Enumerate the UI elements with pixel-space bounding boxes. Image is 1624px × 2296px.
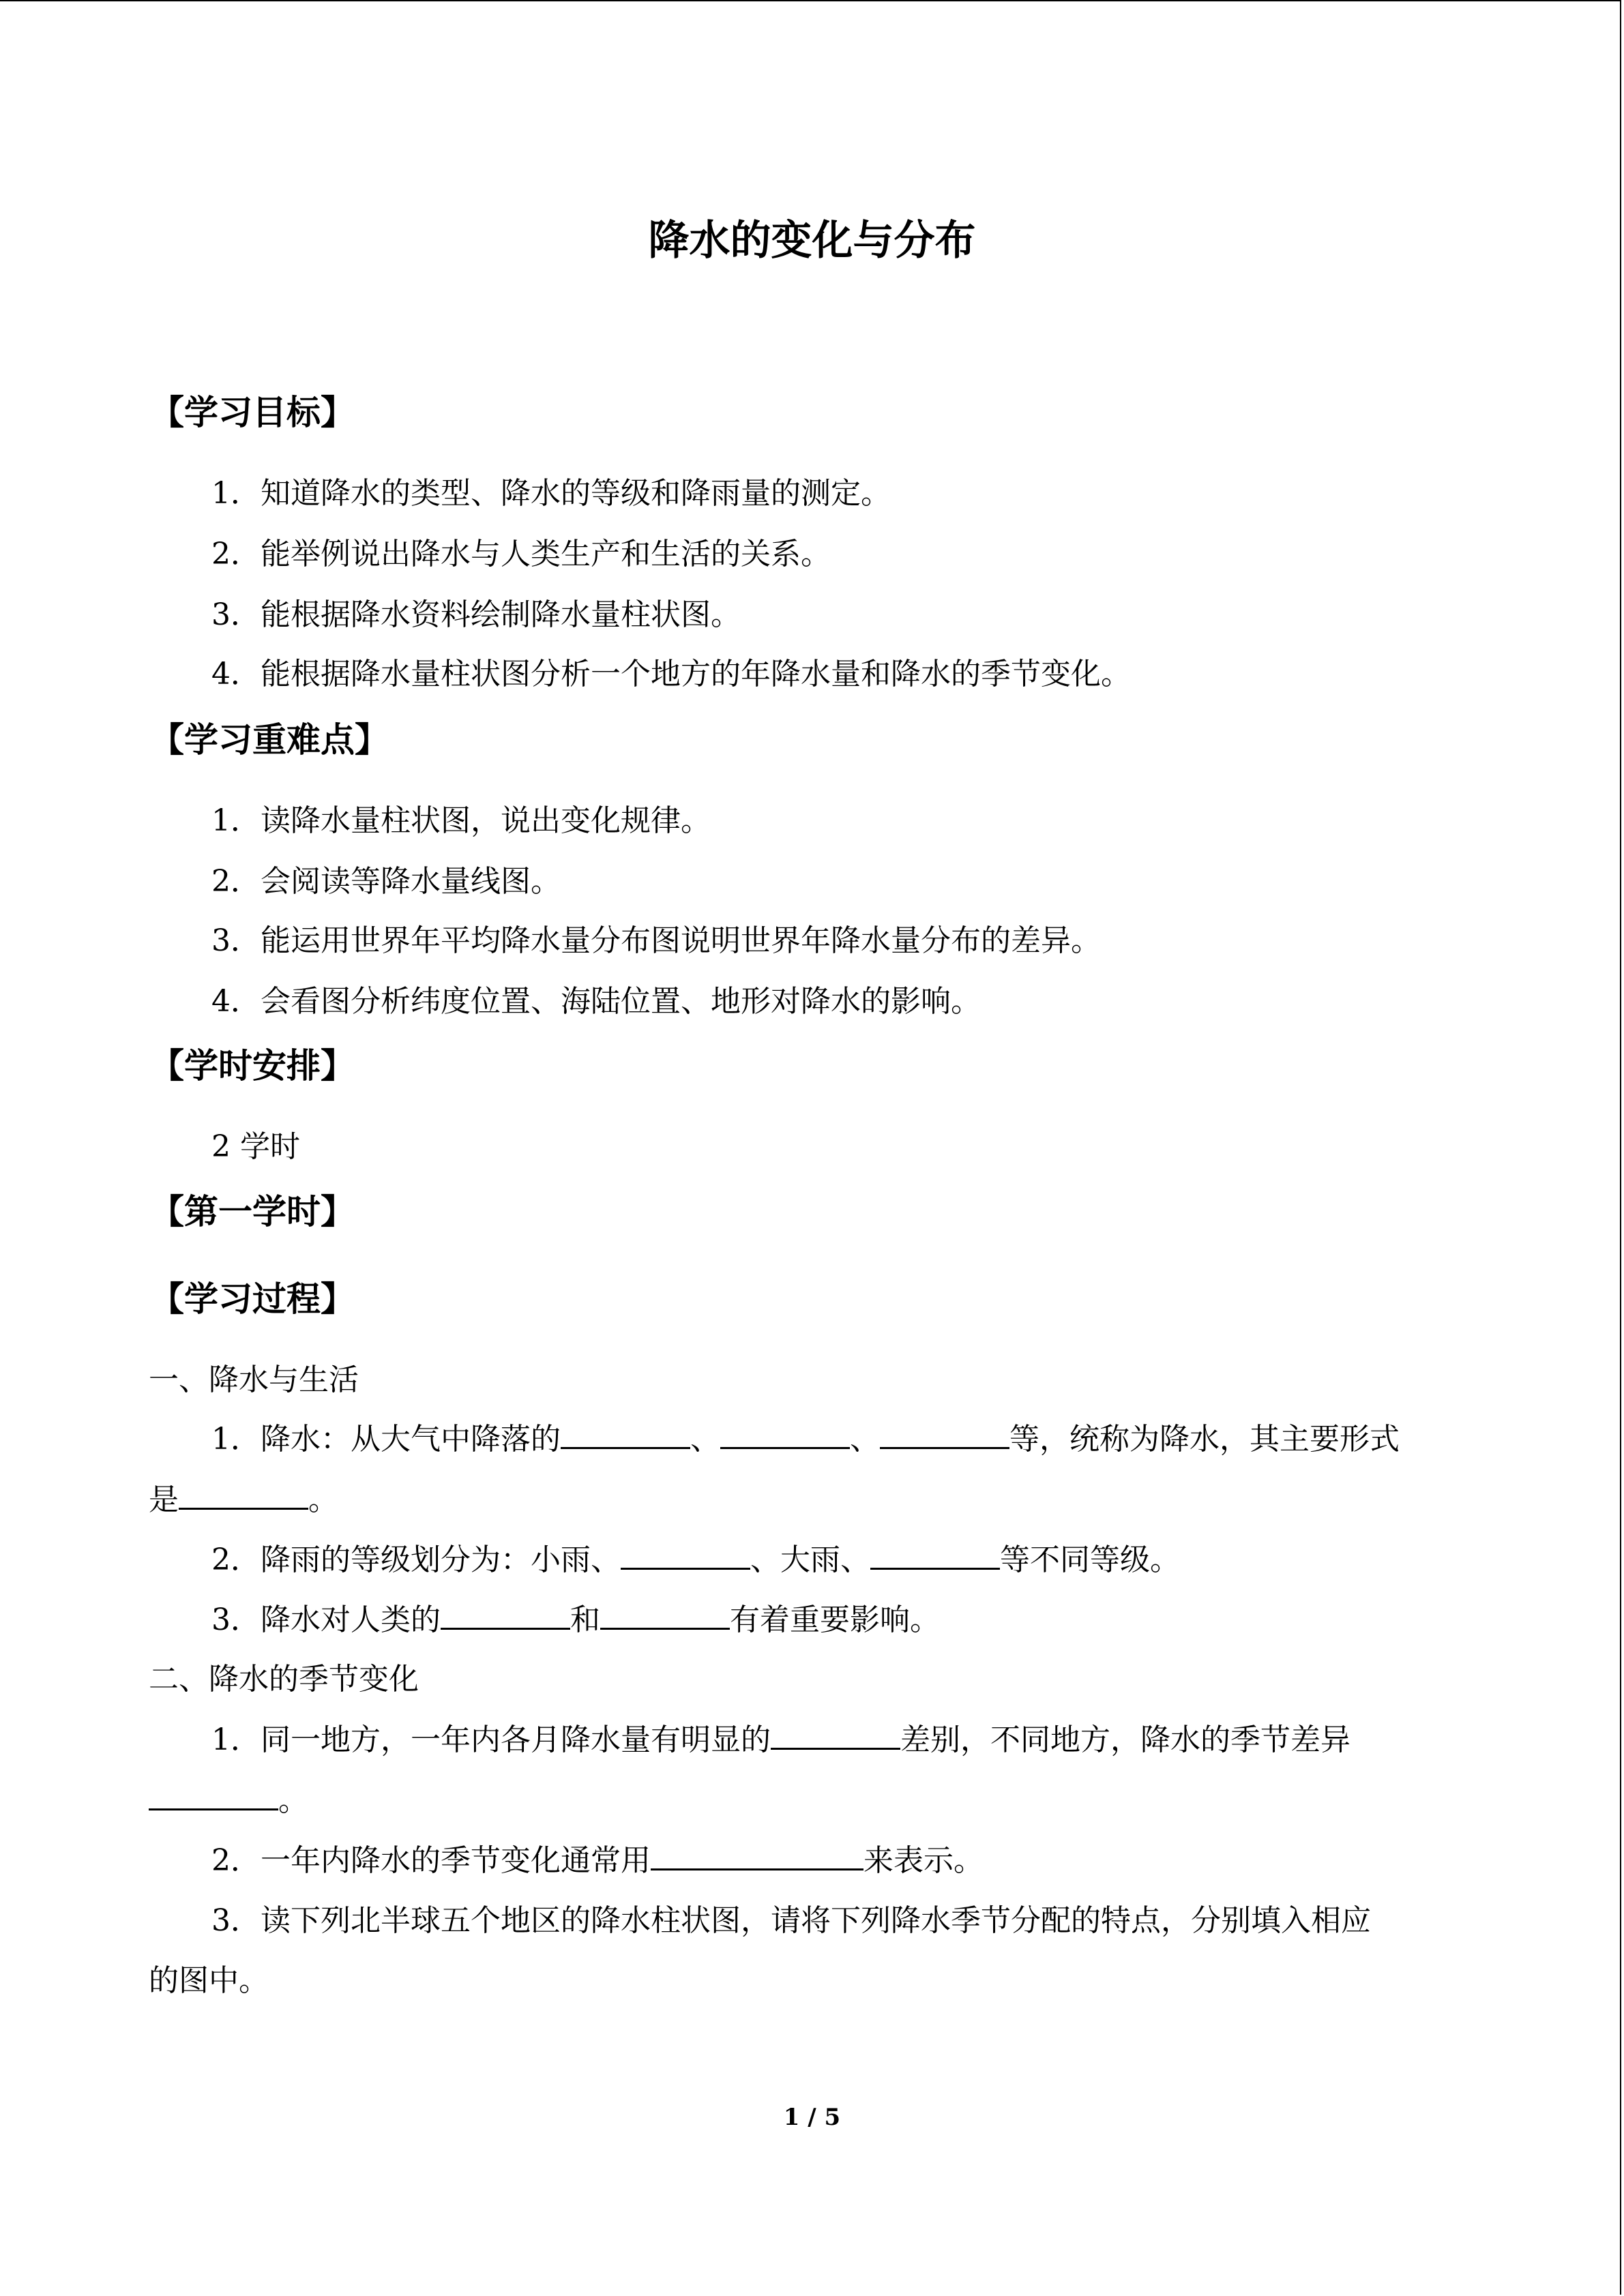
fill-blank[interactable] (441, 1600, 570, 1630)
key-point-item-3: 3．能运用世界年平均降水量分布图说明世界年降水量分布的差异。 (211, 923, 1101, 958)
part1-q1-text-b: 等，统称为降水，其主要形式 (1009, 1422, 1400, 1457)
schedule-text: 2 学时 (211, 1129, 300, 1164)
part2-question-1-continued (149, 1779, 308, 1823)
part1-question-1 (211, 1418, 1400, 1461)
fill-blank[interactable] (651, 1841, 863, 1870)
section-heading-first-period: 【第一学时】 (150, 1192, 355, 1232)
part1-q1-sep-2: 、 (850, 1422, 880, 1457)
page-number: 1 / 5 (783, 2104, 841, 2131)
part1-q3-text-c: 有着重要影响。 (730, 1602, 940, 1637)
key-point-item-2: 2．会阅读等降水量线图。 (211, 864, 561, 899)
part2-q1-end: 。 (278, 1783, 308, 1818)
fill-blank[interactable] (771, 1720, 900, 1750)
section-heading-objectives: 【学习目标】 (150, 393, 355, 432)
part1-q2-text-a: 2．降雨的等级划分为：小雨、 (211, 1542, 621, 1577)
part1-q2-text-b: 、大雨、 (750, 1542, 870, 1577)
section-heading-schedule: 【学时安排】 (150, 1046, 355, 1086)
part1-q1-text-a: 1．降水：从大气中降落的 (211, 1422, 561, 1457)
part1-q1-sep-1: 、 (690, 1422, 720, 1457)
objective-item-1: 1．知道降水的类型、降水的等级和降雨量的测定。 (211, 476, 891, 511)
key-point-item-4: 4．会看图分析纬度位置、海陆位置、地形对降水的影响。 (211, 984, 981, 1019)
part2-question-3-continued: 的图中。 (149, 1963, 269, 1998)
part2-q2-text-a: 2．一年内降水的季节变化通常用 (211, 1843, 651, 1878)
part2-q2-text-b: 来表示。 (863, 1843, 984, 1878)
fill-blank[interactable] (720, 1420, 850, 1449)
part1-q3-text-a: 3．降水对人类的 (211, 1602, 441, 1637)
fill-blank[interactable] (561, 1420, 690, 1449)
part2-title: 二、降水的季节变化 (149, 1662, 419, 1697)
fill-blank[interactable] (600, 1600, 730, 1630)
part1-q1-end: 。 (308, 1482, 338, 1517)
fill-blank[interactable] (870, 1540, 1000, 1570)
section-heading-process: 【学习过程】 (150, 1279, 355, 1319)
part1-q1-text-c: 是 (149, 1482, 179, 1517)
document-title: 降水的变化与分布 (648, 217, 976, 265)
part1-title: 一、降水与生活 (149, 1362, 359, 1397)
part2-q1-text-b: 差别，不同地方，降水的季节差异 (900, 1723, 1350, 1757)
part2-question-1 (211, 1718, 1350, 1762)
objective-item-3: 3．能根据降水资料绘制降水量柱状图。 (211, 597, 741, 632)
fill-blank[interactable] (621, 1540, 750, 1570)
objective-item-2: 2．能举例说出降水与人类生产和生活的关系。 (211, 537, 831, 571)
part1-question-2 (211, 1538, 1180, 1582)
fill-blank[interactable] (179, 1480, 308, 1510)
objective-item-4: 4．能根据降水量柱状图分析一个地方的年降水量和降水的季节变化。 (211, 657, 1131, 691)
fill-blank[interactable] (880, 1420, 1009, 1449)
part2-question-2 (211, 1839, 984, 1883)
part2-question-3: 3．读下列北半球五个地区的降水柱状图，请将下列降水季节分配的特点，分别填入相应 (211, 1903, 1371, 1938)
part1-question-1-continued (149, 1478, 338, 1522)
part1-q2-text-c: 等不同等级。 (1000, 1542, 1180, 1577)
part1-question-3 (211, 1598, 940, 1642)
fill-blank[interactable] (149, 1781, 278, 1810)
section-heading-key-points: 【学习重难点】 (150, 720, 389, 760)
part2-q1-text-a: 1．同一地方，一年内各月降水量有明显的 (211, 1723, 771, 1757)
part1-q3-text-b: 和 (570, 1602, 600, 1637)
key-point-item-1: 1．读降水量柱状图，说出变化规律。 (211, 803, 711, 838)
